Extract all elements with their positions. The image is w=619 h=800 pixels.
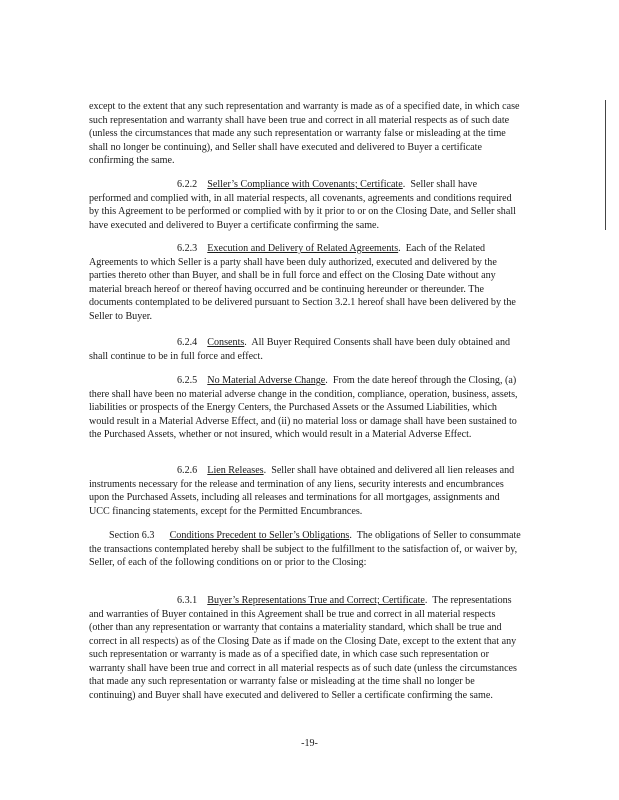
section-6-3-1: 6.3.1 Buyer’s Representations True and Correct; Certificate. The representations and warranties of Buyer contained in this Agreement shall be true and correct in all material respects (other than any representation or warranty that contains a materiality standard, which shall be true and correct in all respects) as of the Closing Date as if made on the Closing Date, except to the extent that any such representation or warranty is made as of a specified date, in which case such representation or warranty shall have been true and correct in all material respects as of such date (unless the circumstances that made any such representation or warranty false or misleading at the time shall no longer be continuing) and Buyer shall have executed and delivered to Seller a certificate confirming the same. (89, 595, 517, 701)
section-text: The representations and warranties of Buyer contained in this Agreement shall be true and correct in all material respects (other than any representation or warranty that contains a materiality standard, which shall be true and correct in all respects) as of the Closing Date as if made on the Closing Date, except to the extent that any such representation or warranty is made as of a specified date, in which case such representation or warranty shall have been true and correct in all material respects as of such date (unless the circumstances that made any such representation or warranty false or misleading at the time shall no longer be continuing) and Buyer shall have executed and delivered to Seller a certificate confirming the same. (89, 595, 517, 701)
section-label: Section 6.3 (109, 530, 155, 541)
section-heading: Lien Releases (207, 465, 264, 476)
continuation-paragraph (89, 100, 521, 168)
section-heading: Buyer’s Representations True and Correct; Certificate (207, 595, 425, 606)
section-heading: Seller’s Compliance with Covenants; Certificate (207, 179, 403, 190)
section-6-2-3: 6.2.3 Execution and Delivery of Related Agreements. Each of the Related Agreements to which Seller is a party shall have been duly authorized, executed and delivered by the parties thereto other than Buyer, and shall be in full force and effect on the Closing Date without any material breach hereof or thereof having occurred and be continuing hereunder or thereunder. The documents contemplated to be delivered pursuant to Section 3.2.1 hereof shall have been delivered by the Seller to Buyer. (89, 243, 516, 322)
section-text: Each of the Related Agreements to which Seller is a party shall have been duly authorized, executed and delivered by the parties thereto other than Buyer, and shall be in full force and effect on the Closing Date without any material breach hereof or thereof having occurred and be continuing hereunder or thereunder. The documents contemplated to be delivered pursuant to Section 3.2.1 hereof shall have been delivered by the Seller to Buyer. (89, 243, 516, 322)
section-text: All Buyer Required Consents shall have been duly obtained and shall continue to be in full force and effect. (89, 337, 511, 362)
section-number: 6.2.6 (177, 465, 198, 476)
section-text: Seller shall have performed and complied with, in all material respects, all covenants, agreements and conditions required by this Agreement to be performed or complied with by it prior to or on the Closing Date, and Seller shall have executed and delivered to Buyer a certificate confirming the same. (89, 179, 516, 231)
section-6-2-2: 6.2.2 Seller’s Compliance with Covenants; Certificate. Seller shall have performed and complied with, in all material respects, all covenants, agreements and conditions required by this Agreement to be performed or complied with by it prior to or on the Closing Date, and Seller shall have executed and delivered to Buyer a certificate confirming the same. (89, 179, 516, 231)
section-heading: Consents (207, 337, 245, 348)
section-number: 6.2.3 (177, 243, 198, 254)
section-heading: Execution and Delivery of Related Agreements (207, 243, 399, 254)
page-number: -19- (301, 738, 318, 749)
section-number: 6.2.4 (177, 337, 198, 348)
section-heading: Conditions Precedent to Seller’s Obligations (169, 530, 350, 541)
section-number: 6.2.5 (177, 375, 198, 386)
margin-revision-mark (605, 100, 606, 230)
continuation-text: except to the extent that any such representation and warranty is made as of a specified date, in which case such representation and warranty shall have been true and correct in all material respects as of such date (unless the circumstances that made any such representation or warranty false or misleading at the time shall no longer be continuing), and Seller shall have executed and delivered to Buyer a certificate confirming the same. (89, 101, 520, 166)
section-6-2-4: 6.2.4 Consents. All Buyer Required Consents shall have been duly obtained and shall continue to be in full force and effect. (89, 337, 511, 362)
section-number: 6.3.1 (177, 595, 198, 606)
section-6-3: Section 6.3 Conditions Precedent to Seller’s Obligations. The obligations of Seller to consummate the transactions contemplated hereby shall be subject to the fulfillment to the satisfaction of, or waiver by, Seller, of each of the following conditions on or prior to the Closing: (89, 530, 521, 568)
section-text: Seller shall have obtained and delivered all lien releases and instruments necessary for the release and termination of any liens, security interests and encumbrances upon the Purchased Assets, including all releases and terminations for all mortgages, assignments and UCC financing statements, except for the Permitted Encumbrances. (89, 465, 515, 517)
section-6-2-5: 6.2.5 No Material Adverse Change. From the date hereof through the Closing, (a) there shall have been no material adverse change in the condition, compliance, operation, business, assets, liabilities or prospects of the Energy Centers, the Purchased Assets or the Assumed Liabilities, which would result in a Material Adverse Effect, and (ii) no material loss or damage shall have been sustained to the Purchased Assets, whether or not insured, which would result in a Material Adverse Effect. (89, 375, 518, 440)
section-heading: No Material Adverse Change (207, 375, 326, 386)
section-text: The obligations of Seller to consummate the transactions contemplated hereby shall be subject to the fulfillment to the satisfaction of, or waiver by, Seller, of each of the following conditions on or prior to the Closing: (89, 530, 521, 568)
section-6-2-6: 6.2.6 Lien Releases. Seller shall have obtained and delivered all lien releases and instruments necessary for the release and termination of any liens, security interests and encumbrances upon the Purchased Assets, including all releases and terminations for all mortgages, assignments and UCC financing statements, except for the Permitted Encumbrances. (89, 465, 515, 517)
section-text: From the date hereof through the Closing, (a) there shall have been no material adverse change in the condition, compliance, operation, business, assets, liabilities or prospects of the Energy Centers, the Purchased Assets or the Assumed Liabilities, which would result in a Material Adverse Effect, and (ii) no material loss or damage shall have been sustained to the Purchased Assets, whether or not insured, which would result in a Material Adverse Effect. (89, 375, 518, 440)
section-number: 6.2.2 (177, 179, 198, 190)
